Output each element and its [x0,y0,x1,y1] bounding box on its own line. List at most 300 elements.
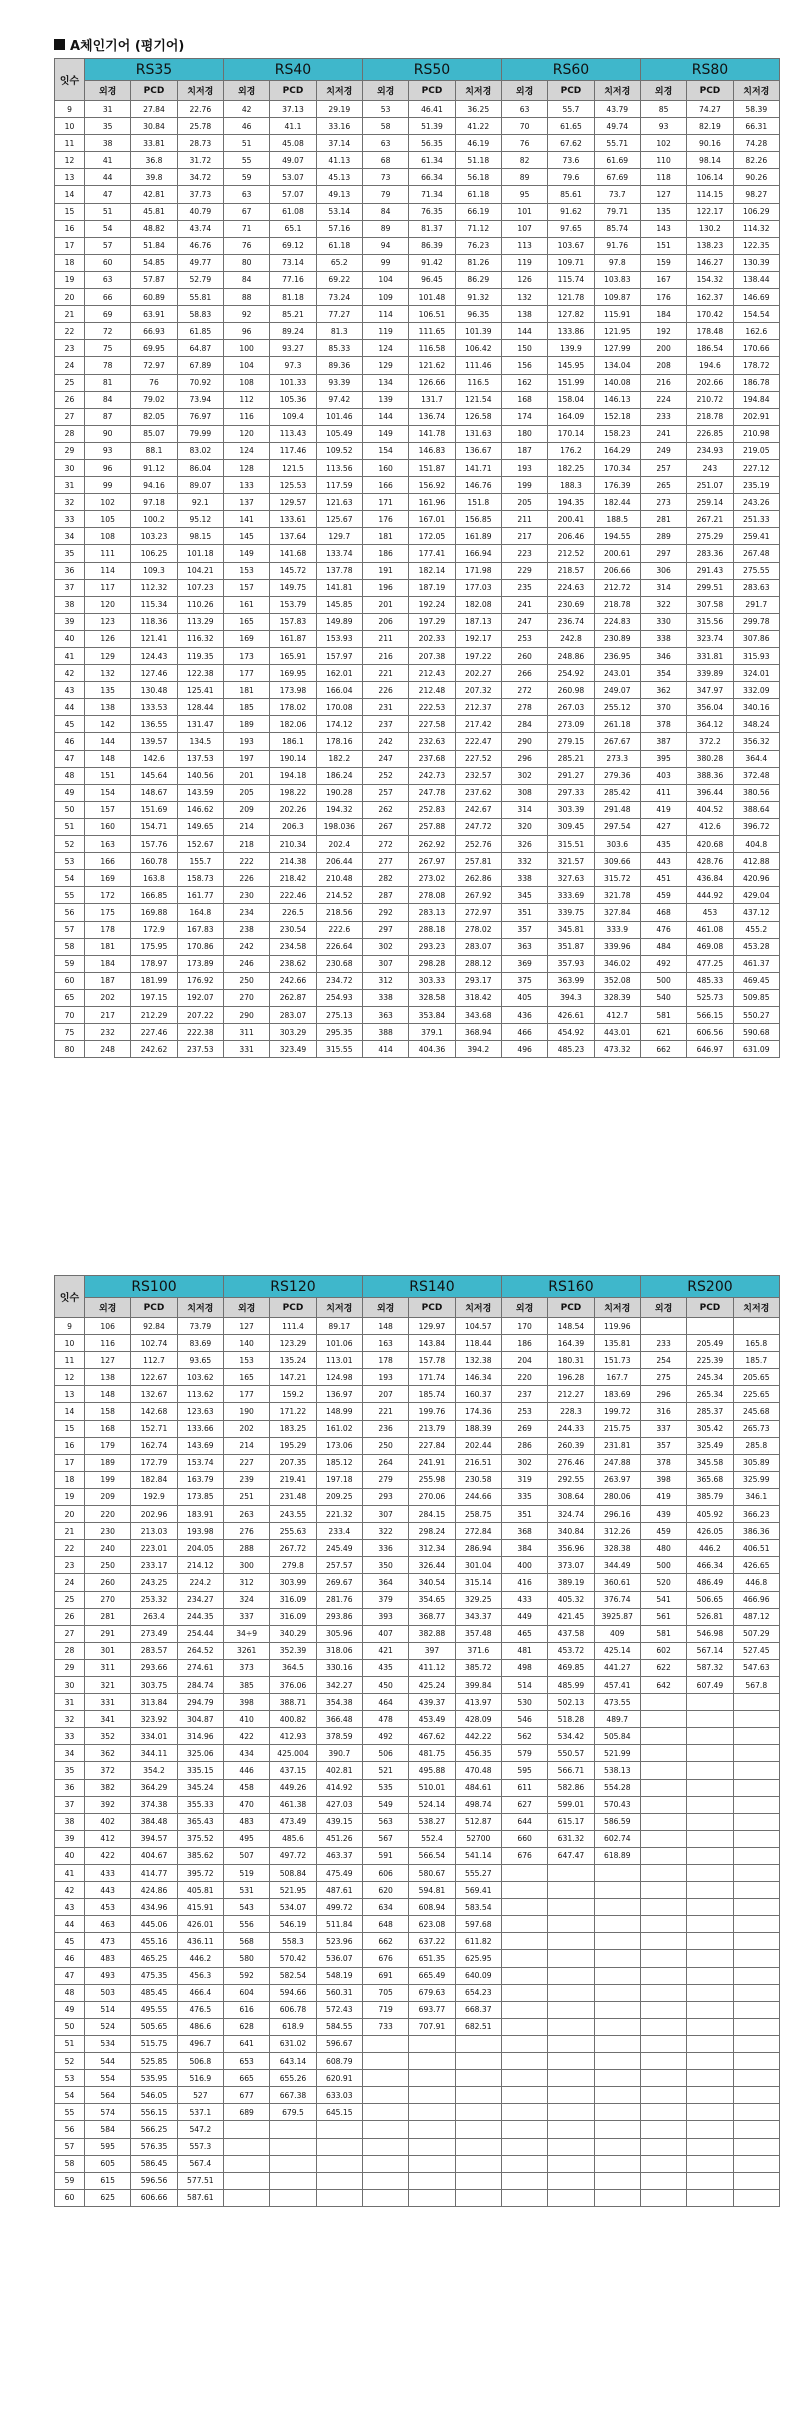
value-cell: 89.36 [316,357,362,374]
value-cell: 69.95 [131,340,177,357]
value-cell: 33.16 [316,118,362,135]
value-cell: 302 [501,767,547,784]
value-cell: 378 [640,716,686,733]
table-row [55,1006,780,1023]
value-cell: 125.41 [177,682,223,699]
value-cell: 410 [223,1711,269,1728]
value-cell: 76.97 [177,408,223,425]
value-cell: 135 [85,682,131,699]
value-cell: 352 [85,1728,131,1745]
table-row [55,1847,780,1864]
value-cell: 85 [640,101,686,118]
value-cell [362,2189,408,2206]
value-cell: 175 [85,904,131,921]
value-cell [501,1882,547,1899]
teeth-count-cell: 51 [55,818,85,835]
value-cell: 61.08 [270,203,316,220]
teeth-count-cell: 27 [55,1625,85,1642]
value-cell: 312 [223,1574,269,1591]
value-cell: 149.65 [177,818,223,835]
value-cell: 205.65 [733,1369,779,1386]
value-cell: 116 [85,1335,131,1352]
value-cell: 267.67 [594,733,640,750]
value-cell: 186.54 [687,340,733,357]
value-cell: 360.61 [594,1574,640,1591]
value-cell: 97.3 [270,357,316,374]
value-cell: 631.09 [733,1041,779,1058]
value-cell: 212.37 [455,699,501,716]
value-cell [640,1916,686,1933]
value-cell: 90.16 [687,135,733,152]
value-cell: 121.62 [409,357,455,374]
teeth-count-cell: 14 [55,186,85,203]
value-cell: 187.13 [455,613,501,630]
value-cell: 226 [362,682,408,699]
table-row [55,477,780,494]
value-cell: 218.78 [594,596,640,613]
value-cell: 422 [223,1728,269,1745]
value-cell: 567.4 [177,2155,223,2172]
value-cell: 276 [223,1523,269,1540]
chain-size-header: RS160 [501,1276,640,1298]
value-cell: 354.2 [131,1762,177,1779]
value-cell: 293 [362,1488,408,1505]
value-cell: 165.91 [270,648,316,665]
value-cell: 591 [362,1847,408,1864]
value-cell: 303.39 [548,801,594,818]
value-cell: 126.58 [455,408,501,425]
value-cell: 212.43 [409,665,455,682]
value-cell: 390.7 [316,1745,362,1762]
value-cell: 270.06 [409,1488,455,1505]
value-cell: 242.66 [270,972,316,989]
value-cell: 301.04 [455,1557,501,1574]
value-cell: 275.29 [687,528,733,545]
value-cell: 103.23 [131,528,177,545]
table-row [55,254,780,271]
value-cell: 242.8 [548,630,594,647]
value-cell: 209 [223,801,269,818]
value-cell: 111.4 [270,1318,316,1335]
value-cell: 122.17 [687,203,733,220]
value-cell: 131.47 [177,716,223,733]
value-cell: 232.63 [409,733,455,750]
teeth-count-cell: 37 [55,1796,85,1813]
value-cell: 207.22 [177,1006,223,1023]
value-cell: 194.32 [316,801,362,818]
value-cell: 445.06 [131,1916,177,1933]
value-cell: 421.45 [548,1608,594,1625]
teeth-count-cell: 41 [55,1865,85,1882]
value-cell: 113.56 [316,459,362,476]
value-cell: 180 [501,425,547,442]
value-cell [594,1967,640,1984]
value-cell: 608.94 [409,1899,455,1916]
value-cell: 572.43 [316,2001,362,2018]
value-cell: 243.26 [733,494,779,511]
value-cell: 97.42 [316,391,362,408]
value-cell: 245.34 [687,1369,733,1386]
value-cell: 345.58 [687,1454,733,1471]
value-cell: 177.03 [455,579,501,596]
value-cell: 137.64 [270,528,316,545]
value-cell [362,2104,408,2121]
value-cell: 146.62 [177,801,223,818]
value-cell: 189 [85,1454,131,1471]
table-row [55,2018,780,2035]
root-diameter-header: 치저경 [594,81,640,101]
value-cell: 608.79 [316,2053,362,2070]
teeth-count-cell: 53 [55,2070,85,2087]
value-cell: 122.35 [733,237,779,254]
value-cell: 128 [223,459,269,476]
value-cell: 531 [223,1882,269,1899]
root-diameter-header: 치저경 [316,81,362,101]
value-cell: 207 [362,1386,408,1403]
value-cell: 453 [687,904,733,921]
value-cell: 137.53 [177,750,223,767]
value-cell: 207.32 [455,682,501,699]
value-cell: 163 [85,836,131,853]
value-cell: 139 [362,391,408,408]
value-cell: 364 [362,1574,408,1591]
teeth-count-cell: 15 [55,203,85,220]
value-cell [594,1899,640,1916]
value-cell: 303.75 [131,1676,177,1693]
value-cell: 314 [640,579,686,596]
value-cell [501,2172,547,2189]
value-cell [594,2189,640,2206]
value-cell: 284.15 [409,1506,455,1523]
value-cell [409,2087,455,2104]
value-cell: 197.18 [316,1471,362,1488]
value-cell: 279 [362,1471,408,1488]
value-cell: 182.44 [594,494,640,511]
value-cell [548,2001,594,2018]
value-cell: 467.62 [409,1728,455,1745]
value-cell [733,2189,779,2206]
value-cell: 155.7 [177,853,223,870]
value-cell [687,2035,733,2052]
teeth-count-cell: 46 [55,1950,85,1967]
value-cell: 142.68 [131,1403,177,1420]
teeth-count-cell: 65 [55,989,85,1006]
value-cell: 90.26 [733,169,779,186]
teeth-count-cell: 48 [55,1984,85,2001]
value-cell: 187 [85,972,131,989]
value-cell: 79.02 [131,391,177,408]
teeth-count-cell: 57 [55,921,85,938]
value-cell: 369 [501,955,547,972]
value-cell: 594.81 [409,1882,455,1899]
value-cell: 219.05 [733,442,779,459]
value-cell: 456.3 [177,1967,223,1984]
value-cell: 290 [501,733,547,750]
outer-diameter-header: 외경 [223,1298,269,1318]
value-cell: 227.58 [409,716,455,733]
value-cell: 435 [640,836,686,853]
table-row [55,1625,780,1642]
value-cell: 303.99 [270,1574,316,1591]
value-cell: 79.99 [177,425,223,442]
value-cell: 449 [501,1608,547,1625]
value-cell: 239 [223,1471,269,1488]
value-cell: 373 [223,1659,269,1676]
value-cell: 130.2 [687,220,733,237]
value-cell: 388 [362,1024,408,1041]
value-cell: 267.72 [270,1540,316,1557]
value-cell: 139.9 [548,340,594,357]
table-row [55,887,780,904]
value-cell: 443 [640,853,686,870]
value-cell: 283.07 [270,1006,316,1023]
value-cell: 156.92 [409,477,455,494]
value-cell: 136.97 [316,1386,362,1403]
value-cell: 103.67 [548,237,594,254]
value-cell: 169.95 [270,665,316,682]
value-cell: 236 [362,1420,408,1437]
value-cell: 364.12 [687,716,733,733]
value-cell: 233.17 [131,1557,177,1574]
value-cell [687,1933,733,1950]
value-cell: 94 [362,237,408,254]
value-cell: 166.04 [316,682,362,699]
value-cell: 296 [501,750,547,767]
teeth-count-cell: 36 [55,562,85,579]
value-cell: 456.35 [455,1745,501,1762]
value-cell [687,2155,733,2172]
value-cell: 577.51 [177,2172,223,2189]
value-cell: 356.04 [687,699,733,716]
value-cell: 205 [501,494,547,511]
value-cell: 364.29 [131,1779,177,1796]
value-cell: 218 [223,836,269,853]
value-cell: 81.37 [409,220,455,237]
value-cell: 273.3 [594,750,640,767]
table-row [55,2121,780,2138]
value-cell: 396.44 [687,784,733,801]
value-cell: 557.3 [177,2138,223,2155]
value-cell: 45.13 [316,169,362,186]
value-cell [733,2001,779,2018]
table-row [55,545,780,562]
value-cell: 181.99 [131,972,177,989]
value-cell: 412.6 [687,818,733,835]
value-cell: 206.66 [594,562,640,579]
value-cell: 321.57 [548,853,594,870]
value-cell: 58.39 [733,101,779,118]
teeth-count-cell: 53 [55,853,85,870]
value-cell: 596.56 [131,2172,177,2189]
value-cell: 405.81 [177,1882,223,1899]
outer-diameter-header: 외경 [85,81,131,101]
value-cell [362,2035,408,2052]
value-cell: 707.91 [409,2018,455,2035]
value-cell: 653 [223,2053,269,2070]
value-cell: 405 [501,989,547,1006]
table-row [55,1779,780,1796]
value-cell: 85.61 [548,186,594,203]
value-cell: 376.74 [594,1591,640,1608]
value-cell: 278 [501,699,547,716]
value-cell: 242.73 [409,767,455,784]
value-cell: 466.96 [733,1591,779,1608]
value-cell: 185.74 [409,1386,455,1403]
value-cell: 234 [223,904,269,921]
table-row [55,1967,780,1984]
value-cell: 41.22 [455,118,501,135]
teeth-count-cell: 12 [55,1369,85,1386]
value-cell: 262.86 [455,870,501,887]
value-cell [640,1865,686,1882]
value-cell [733,1728,779,1745]
value-cell: 101.06 [316,1335,362,1352]
value-cell: 303.6 [594,836,640,853]
value-cell: 46 [223,118,269,135]
teeth-count-cell: 24 [55,1574,85,1591]
value-cell: 290 [223,1006,269,1023]
value-cell: 439.15 [316,1813,362,1830]
value-cell: 397 [409,1642,455,1659]
value-cell: 51.18 [455,152,501,169]
value-cell: 455.16 [131,1933,177,1950]
value-cell: 485.45 [131,1984,177,2001]
value-cell: 654.23 [455,1984,501,2001]
value-cell: 560.31 [316,1984,362,2001]
value-cell: 151.99 [548,374,594,391]
value-cell: 37.13 [270,101,316,118]
value-cell: 86.29 [455,271,501,288]
value-cell: 291.43 [687,562,733,579]
teeth-count-cell: 21 [55,306,85,323]
value-cell: 148 [85,1386,131,1403]
value-cell: 244.33 [548,1420,594,1437]
value-cell [548,1916,594,1933]
value-cell: 196.28 [548,1369,594,1386]
value-cell: 119.35 [177,648,223,665]
value-cell: 165 [223,1369,269,1386]
table-row [55,1024,780,1041]
value-cell: 270 [223,989,269,1006]
value-cell: 272.84 [455,1523,501,1540]
value-cell: 275.13 [316,1006,362,1023]
value-cell: 253 [501,630,547,647]
value-cell: 40.79 [177,203,223,220]
value-cell [687,2070,733,2087]
value-cell: 260 [501,648,547,665]
value-cell [594,1933,640,1950]
teeth-count-cell: 60 [55,972,85,989]
teeth-count-cell: 23 [55,340,85,357]
value-cell: 518.28 [548,1711,594,1728]
table-row [55,648,780,665]
value-cell: 436 [501,1006,547,1023]
teeth-count-cell: 43 [55,682,85,699]
value-cell: 113 [501,237,547,254]
value-cell: 375 [501,972,547,989]
teeth-count-cell: 75 [55,1024,85,1041]
table-row [55,425,780,442]
value-cell: 340.29 [270,1625,316,1642]
value-cell: 379.1 [409,1024,455,1041]
value-cell: 97.8 [594,254,640,271]
value-cell: 363.99 [548,972,594,989]
value-cell: 153.93 [316,630,362,647]
value-cell: 27.84 [131,101,177,118]
value-cell: 362 [640,682,686,699]
value-cell [548,2155,594,2172]
value-cell: 69.12 [270,237,316,254]
value-cell: 63 [362,135,408,152]
value-cell: 101.33 [270,374,316,391]
table-row [55,2104,780,2121]
value-cell [687,1745,733,1762]
value-cell: 521 [362,1762,408,1779]
value-cell: 257.57 [316,1557,362,1574]
value-cell: 101.18 [177,545,223,562]
value-cell: 138 [501,306,547,323]
chain-size-header: RS60 [501,59,640,81]
value-cell [548,2035,594,2052]
value-cell: 266 [501,665,547,682]
value-cell: 57.16 [316,220,362,237]
value-cell: 166.85 [131,887,177,904]
value-cell: 51 [223,135,269,152]
table-row [55,989,780,1006]
value-cell: 582.86 [548,1779,594,1796]
value-cell: 267.97 [409,853,455,870]
value-cell: 344.49 [594,1557,640,1574]
value-cell [501,2053,547,2070]
value-cell: 621 [640,1024,686,1041]
value-cell: 73.6 [548,152,594,169]
value-cell: 226.85 [687,425,733,442]
value-cell: 103.83 [594,271,640,288]
value-cell [455,2035,501,2052]
value-cell: 64.87 [177,340,223,357]
value-cell: 364.5 [270,1659,316,1676]
value-cell: 343.37 [455,1608,501,1625]
root-diameter-header: 치저경 [177,81,223,101]
value-cell: 80 [223,254,269,271]
value-cell: 214.12 [177,1557,223,1574]
value-cell: 52700 [455,1830,501,1847]
value-cell: 225.39 [687,1352,733,1369]
value-cell: 133.66 [177,1420,223,1437]
value-cell: 178.16 [316,733,362,750]
value-cell: 101.39 [455,323,501,340]
value-cell: 117 [85,579,131,596]
value-cell: 221 [362,1403,408,1420]
value-cell: 146.83 [409,442,455,459]
group-header-row [55,59,780,81]
value-cell: 81 [85,374,131,391]
value-cell: 326 [501,836,547,853]
value-cell: 315.14 [455,1574,501,1591]
value-cell: 188.5 [594,511,640,528]
value-cell: 449.26 [270,1779,316,1796]
value-cell: 541 [640,1591,686,1608]
value-cell: 293.86 [316,1608,362,1625]
value-cell: 143 [640,220,686,237]
table-row [55,442,780,459]
value-cell: 247 [362,750,408,767]
value-cell [270,2189,316,2206]
value-cell: 123.63 [177,1403,223,1420]
value-cell: 505.84 [594,1728,640,1745]
value-cell: 140 [223,1335,269,1352]
value-cell: 202.26 [270,801,316,818]
